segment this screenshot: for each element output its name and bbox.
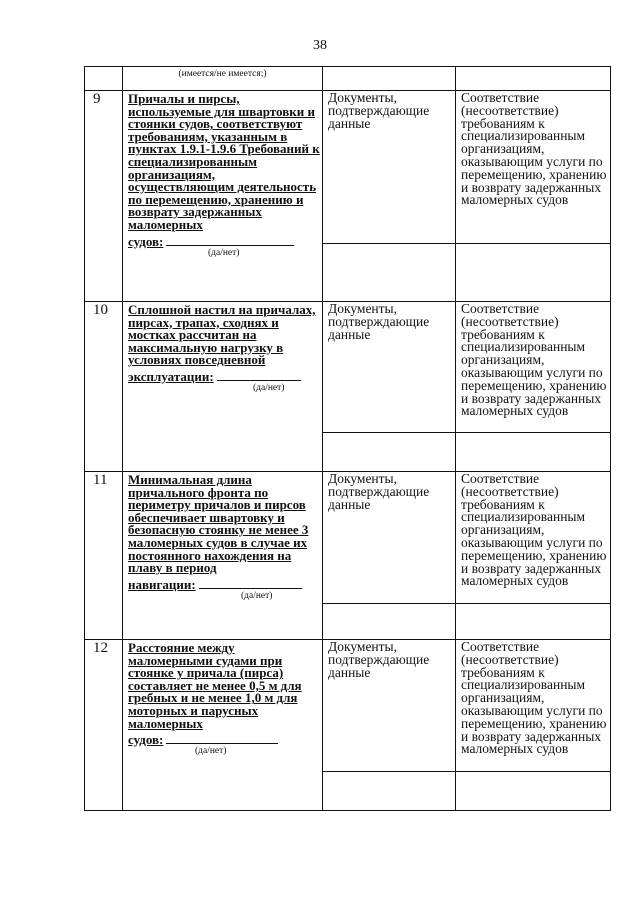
result-empty-cell xyxy=(456,433,611,472)
answer-line[interactable] xyxy=(217,369,301,381)
table-row xyxy=(85,640,611,772)
answer-hint: (да/нет) xyxy=(195,746,227,757)
availability-hint: (имеется/не имеется;) xyxy=(178,69,267,79)
num-cell: 11 xyxy=(85,472,123,640)
documents-text: Документы, подтверждающие данные xyxy=(328,471,430,512)
documents-empty-cell xyxy=(323,433,456,472)
result-cell xyxy=(456,472,611,604)
documents-cell xyxy=(323,302,456,433)
result-cell xyxy=(456,67,611,91)
answer-field[interactable]: судов: xyxy=(123,232,322,248)
result-text: Соответствие (несоответствие) требованиям к специализированным организациям, оказывающим услуги по перемещению, хранению и возврату задержанных маломерных судов xyxy=(461,301,607,419)
requirement-cell xyxy=(123,91,323,302)
requirement-cell xyxy=(123,472,323,640)
answer-field[interactable]: судов: xyxy=(123,730,322,746)
documents-text: Документы, подтверждающие данные xyxy=(328,301,430,342)
page-number: 38 xyxy=(313,38,327,53)
result-cell xyxy=(456,302,611,433)
documents-empty-cell xyxy=(323,604,456,640)
table-row xyxy=(85,302,611,433)
result-text: Соответствие (несоответствие) требованиям к специализированным организациям, оказывающим услуги по перемещению, хранению и возврату задержанных маломерных судов xyxy=(461,471,607,589)
requirement-text: Причалы и пирсы, используемые для швартовки и стоянки судов, соответствуют требованиям, указанным в пунктах 1.9.1-1.9.6 Требований к специализированным организациям, осуществляющим деятельность по перемещению, хранению и возврату задержанных маломерных xyxy=(128,91,320,232)
num-cell: 9 xyxy=(85,91,123,302)
result-cell xyxy=(456,640,611,772)
answer-line[interactable] xyxy=(199,577,302,589)
result-empty-cell xyxy=(456,604,611,640)
requirement-cell xyxy=(123,67,323,91)
num-cell: 12 xyxy=(85,640,123,811)
documents-empty-cell xyxy=(323,244,456,302)
result-cell xyxy=(456,91,611,244)
answer-line[interactable] xyxy=(166,732,278,744)
answer-hint: (да/нет) xyxy=(241,590,273,601)
documents-text: Документы, подтверждающие данные xyxy=(328,639,430,680)
answer-hint: (да/нет) xyxy=(208,247,240,258)
requirement-text: Расстояние между маломерными судами при стоянке у причала (пирса) составляет не менее 0,5 м для гребных и не менее 1,0 м для моторных и парусных маломерных xyxy=(128,640,302,731)
table-row xyxy=(85,67,611,91)
documents-text: Документы, подтверждающие данные xyxy=(328,90,430,131)
num-cell xyxy=(85,67,123,91)
result-empty-cell xyxy=(456,244,611,302)
requirement-cell xyxy=(123,640,323,811)
result-empty-cell xyxy=(456,772,611,811)
table-row xyxy=(85,91,611,244)
documents-cell xyxy=(323,472,456,604)
answer-field[interactable]: навигации: xyxy=(123,575,322,591)
num-cell: 10 xyxy=(85,302,123,472)
answer-line[interactable] xyxy=(166,234,294,246)
requirements-table xyxy=(84,66,611,811)
documents-empty-cell xyxy=(323,772,456,811)
table-row xyxy=(85,472,611,604)
result-text: Соответствие (несоответствие) требованиям к специализированным организациям, оказывающим услуги по перемещению, хранению и возврату задержанных маломерных судов xyxy=(461,639,607,757)
requirement-text: Сплошной настил на причалах, пирсах, трапах, сходнях и мостках рассчитан на максимальную нагрузку в условиях повседневной xyxy=(128,302,316,368)
answer-field[interactable]: эксплуатации: xyxy=(123,367,322,383)
documents-cell xyxy=(323,640,456,772)
result-text: Соответствие (несоответствие) требованиям к специализированным организациям, оказывающим услуги по перемещению, хранению и возврату задержанных маломерных судов xyxy=(461,90,607,208)
documents-cell xyxy=(323,67,456,91)
documents-cell xyxy=(323,91,456,244)
requirement-cell xyxy=(123,302,323,472)
requirement-text: Минимальная длина причального фронта по периметру причалов и пирсов обеспечивает швартовку и безопасную стоянку не менее 3 маломерных судов в случае их постоянного нахождения на плаву в период xyxy=(128,472,309,576)
answer-hint: (да/нет) xyxy=(253,382,285,393)
